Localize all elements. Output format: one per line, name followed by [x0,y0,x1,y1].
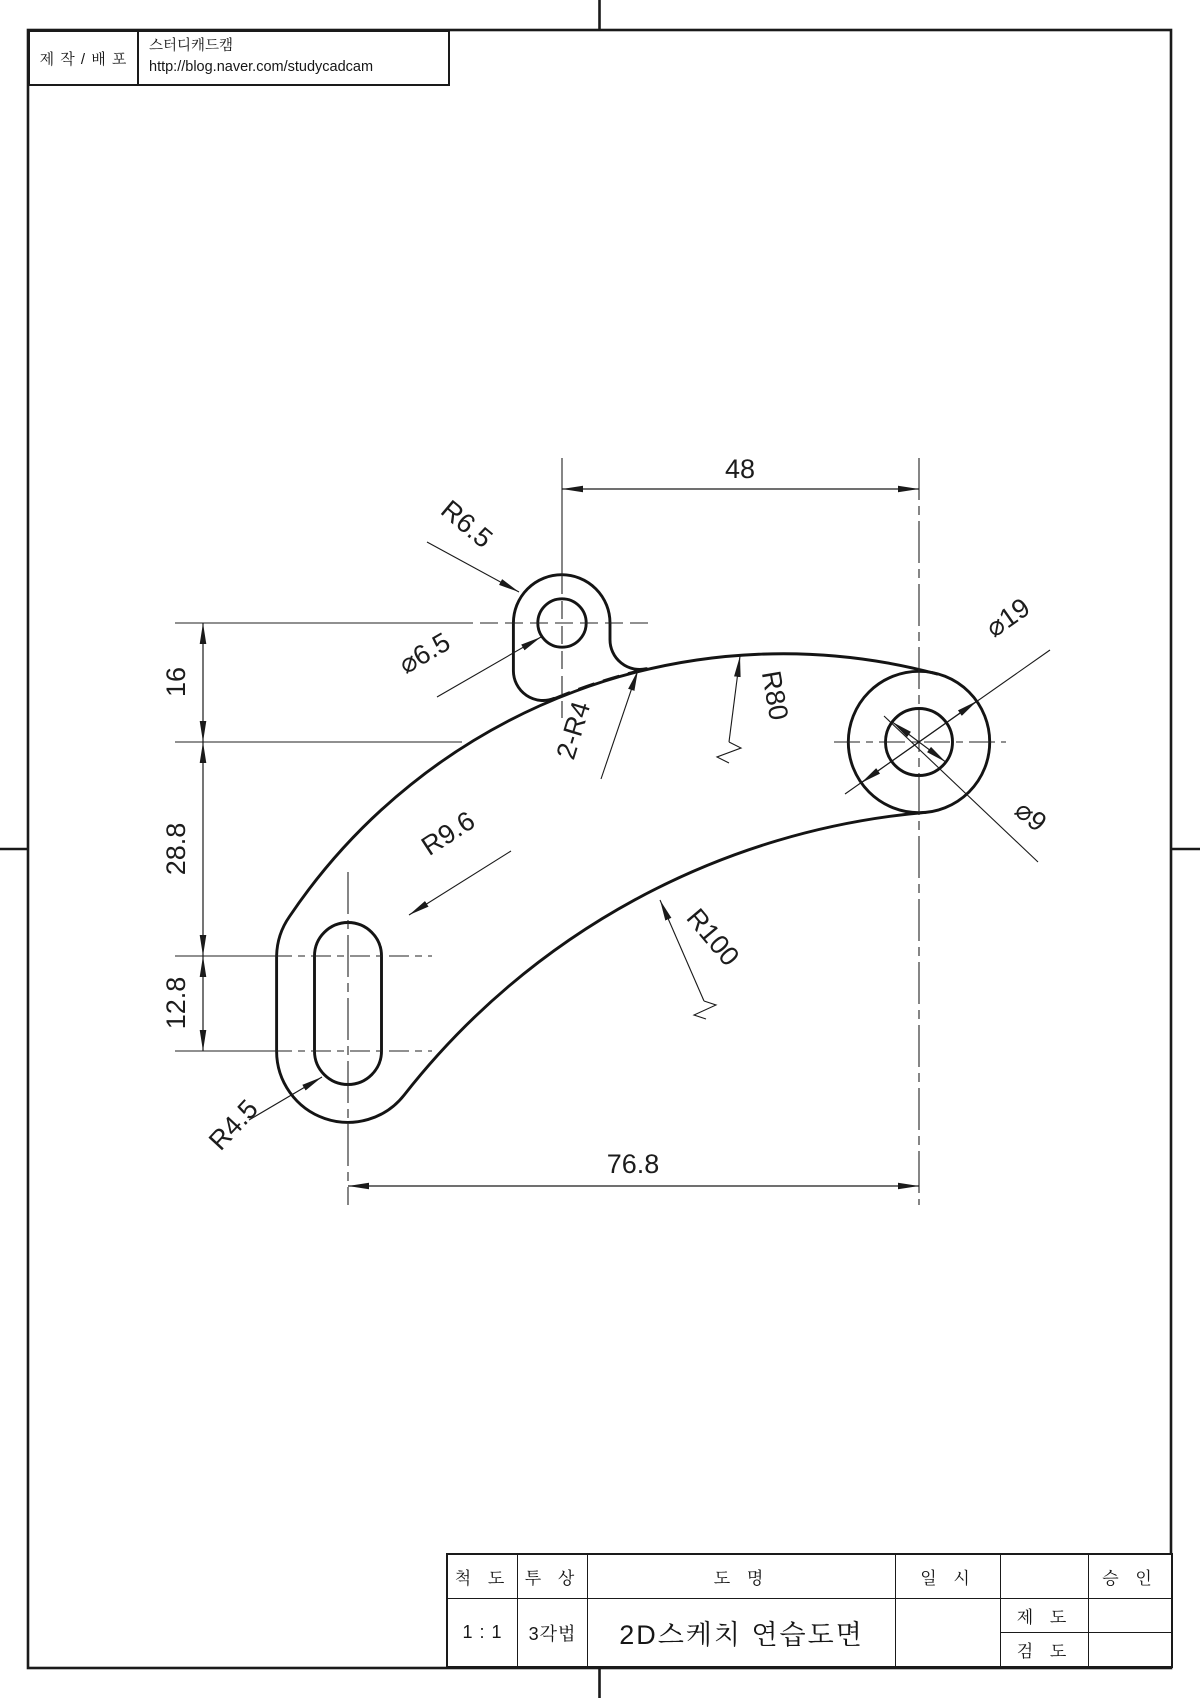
leader-dia19-arrow2 [861,742,919,783]
title-block [446,1553,1173,1668]
leader-r100-zigzag [694,1001,716,1019]
sheet-frame [28,30,1171,1668]
maker-name: 스터디캐드캠 [149,38,234,54]
date-value-cell [1000,1555,1088,1598]
leader-2-r4 [601,670,638,779]
label-dia9: ⌀9 [1009,794,1053,838]
label-r4-5: R4.5 [202,1093,264,1156]
approval-label-cell: 승 인 [1088,1555,1171,1598]
maker-label: 제 작 / 배 포 [30,32,139,84]
approval-value-cell [895,1598,1000,1666]
label-2-r4: 2-R4 [550,697,597,763]
leader-dia9 [884,716,1038,862]
drawing-name-label-cell: 도 명 [587,1555,895,1598]
label-dia6-5: ⌀6.5 [393,626,456,680]
label-r100: R100 [680,902,746,972]
check-label-cell: 검 도 [1000,1632,1088,1666]
leader-dia9-arrow1 [892,722,919,742]
draft-value-cell [1088,1598,1171,1632]
scale-value-cell: 1 : 1 [448,1598,517,1666]
drawing-name-value-cell: 2D스케치 연습도면 [587,1598,895,1666]
leader-r9-6 [409,851,511,915]
leader-dia19-arrow1 [919,701,977,742]
draft-label-cell: 제 도 [1000,1598,1088,1632]
leader-r80 [729,656,740,742]
dim-12-8-text: 12.8 [161,976,191,1030]
projection-label-cell: 투 상 [517,1555,587,1598]
part-outline-body [277,654,937,1123]
dim-48-text: 48 [724,454,756,484]
maker-block [28,30,450,86]
dim-28-8-text: 28.8 [161,822,191,876]
label-dia19: ⌀19 [980,592,1036,644]
label-r80: R80 [755,668,794,723]
leader-dia6-5 [437,637,541,697]
leader-dia9-arrow2 [919,742,946,762]
label-r9-6: R9.6 [416,805,481,862]
maker-info [139,32,448,84]
date-label-cell: 일 시 [895,1555,1000,1598]
label-r6-5: R6.5 [435,494,499,554]
projection-value-cell: 3각법 [517,1598,587,1666]
scale-label-cell: 척 도 [454,1569,511,1588]
dim-76-8-text: 76.8 [606,1149,660,1179]
check-value-cell [1088,1632,1171,1666]
leader-r6-5 [427,542,519,592]
dim-16-text: 16 [161,666,191,698]
leader-r80-zigzag [717,742,741,763]
maker-url: http://blog.naver.com/studycadcam [149,59,374,76]
